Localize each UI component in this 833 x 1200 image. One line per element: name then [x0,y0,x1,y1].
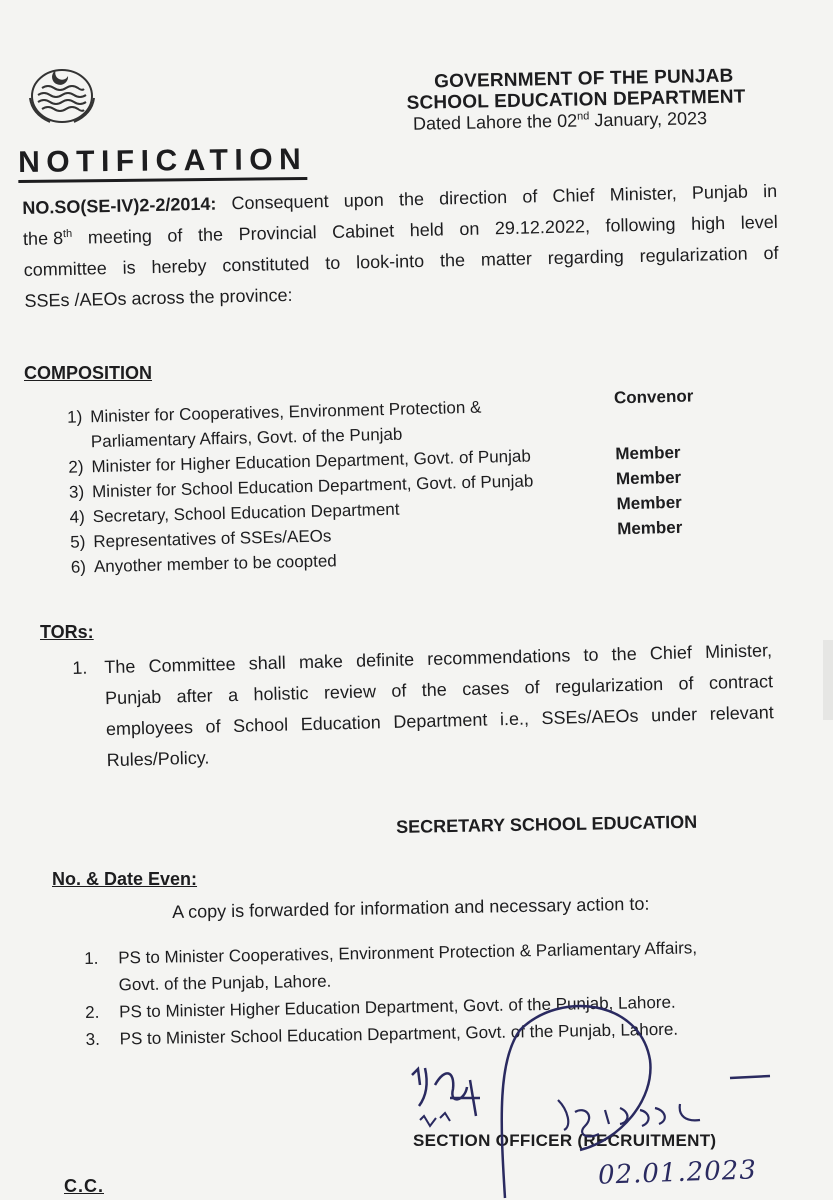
list-item: 3) Minister for School Education Department, Govt. of Punjab Member [60,464,720,505]
reference-number: NO.SO(SE-IV)2-2/2014: [22,193,217,218]
section-officer-title: SECTION OFFICER (RECRUITMENT) [413,1131,717,1150]
copy-heading: No. & Date Even: [52,869,198,889]
list-item: Parliamentary Affairs, Govt. of the Punjab [90,424,403,452]
list-item: 4) Secretary, School Education Department Member [60,489,720,530]
copy-recipients [84,933,786,1053]
tors-line-1: The Committee shall make definite recommendations to the Chief Minister, [104,640,773,678]
punjab-government-emblem-icon [22,58,102,128]
member-role: Member [616,517,683,539]
intro-line-3: committee is hereby constituted to look-into the matter regarding regularization of [23,242,779,280]
list-item: 1. PS to Minister Cooperatives, Environment Protection & Parliamentary Affairs, [84,938,698,968]
composition-list [58,386,722,580]
signatory-title: SECRETARY SCHOOL EDUCATION [396,811,698,837]
intro-line-4: SSEs /AEOs across the province: [24,284,293,311]
govt-title: GOVERNMENT OF THE PUNJAB [433,65,734,93]
page-title: NOTIFICATION [18,145,307,183]
tors-heading: TORs: [40,622,94,642]
list-item: 1) Minister for Cooperatives, Environment Protection & Convenor [58,389,718,430]
list-item: Govt. of the Punjab, Lahore. [118,971,332,995]
copy-intro: A copy is forwarded for information and necessary action to: [172,893,650,922]
department-title: SCHOOL EDUCATION DEPARTMENT [406,86,746,114]
member-role: Member [615,467,682,489]
cc-label: C.C. [64,1176,104,1196]
intro-line-1: NO.SO(SE-IV)2-2/2014: Consequent upon the direction of Chief Minister, Punjab in [22,176,778,224]
composition-heading: COMPOSITION [24,363,153,383]
tors-list: 1. The Committee shall make definite recommendations to the Chief Minister, Punjab after a holistic review of the cases of regularization of contract employees of School Education Department i.e., SSEs/AEOs under relevant Rules/Policy. [72,635,775,777]
intro-paragraph [22,176,780,317]
tors-line-2: Punjab after a holistic review of the cases of regularization of contract [104,671,774,709]
tors-line-3: employees of School Education Department i.e., SSEs/AEOs under relevant [105,702,774,740]
list-item: 3. PS to Minister School Education Department, Govt. of the Punjab, Lahore. [85,1019,679,1049]
list-item: 6) Anyother member to be coopted [70,551,337,577]
list-item: 2. PS to Minister Higher Education Department, Govt. of the Punjab, Lahore. [85,992,676,1022]
dated-line: Dated Lahore the 02nd January, 2023 [412,108,708,134]
signature-date: 02.01.2023 [597,1155,758,1191]
intro-line-2: the 8th meeting of the Provincial Cabinet held on 29.12.2022, following high level [22,211,778,249]
tors-line-4: Rules/Policy. [106,747,210,771]
page-edge-shadow [823,640,833,720]
member-role: Convenor [613,386,694,408]
letterhead [400,65,746,135]
member-role: Member [615,442,681,464]
member-role: Member [616,492,682,514]
list-item: 5) Representatives of SSEs/AEOs Member [61,514,721,555]
list-item: 2) Minister for Higher Education Department, Govt. of Punjab Member [59,439,719,480]
